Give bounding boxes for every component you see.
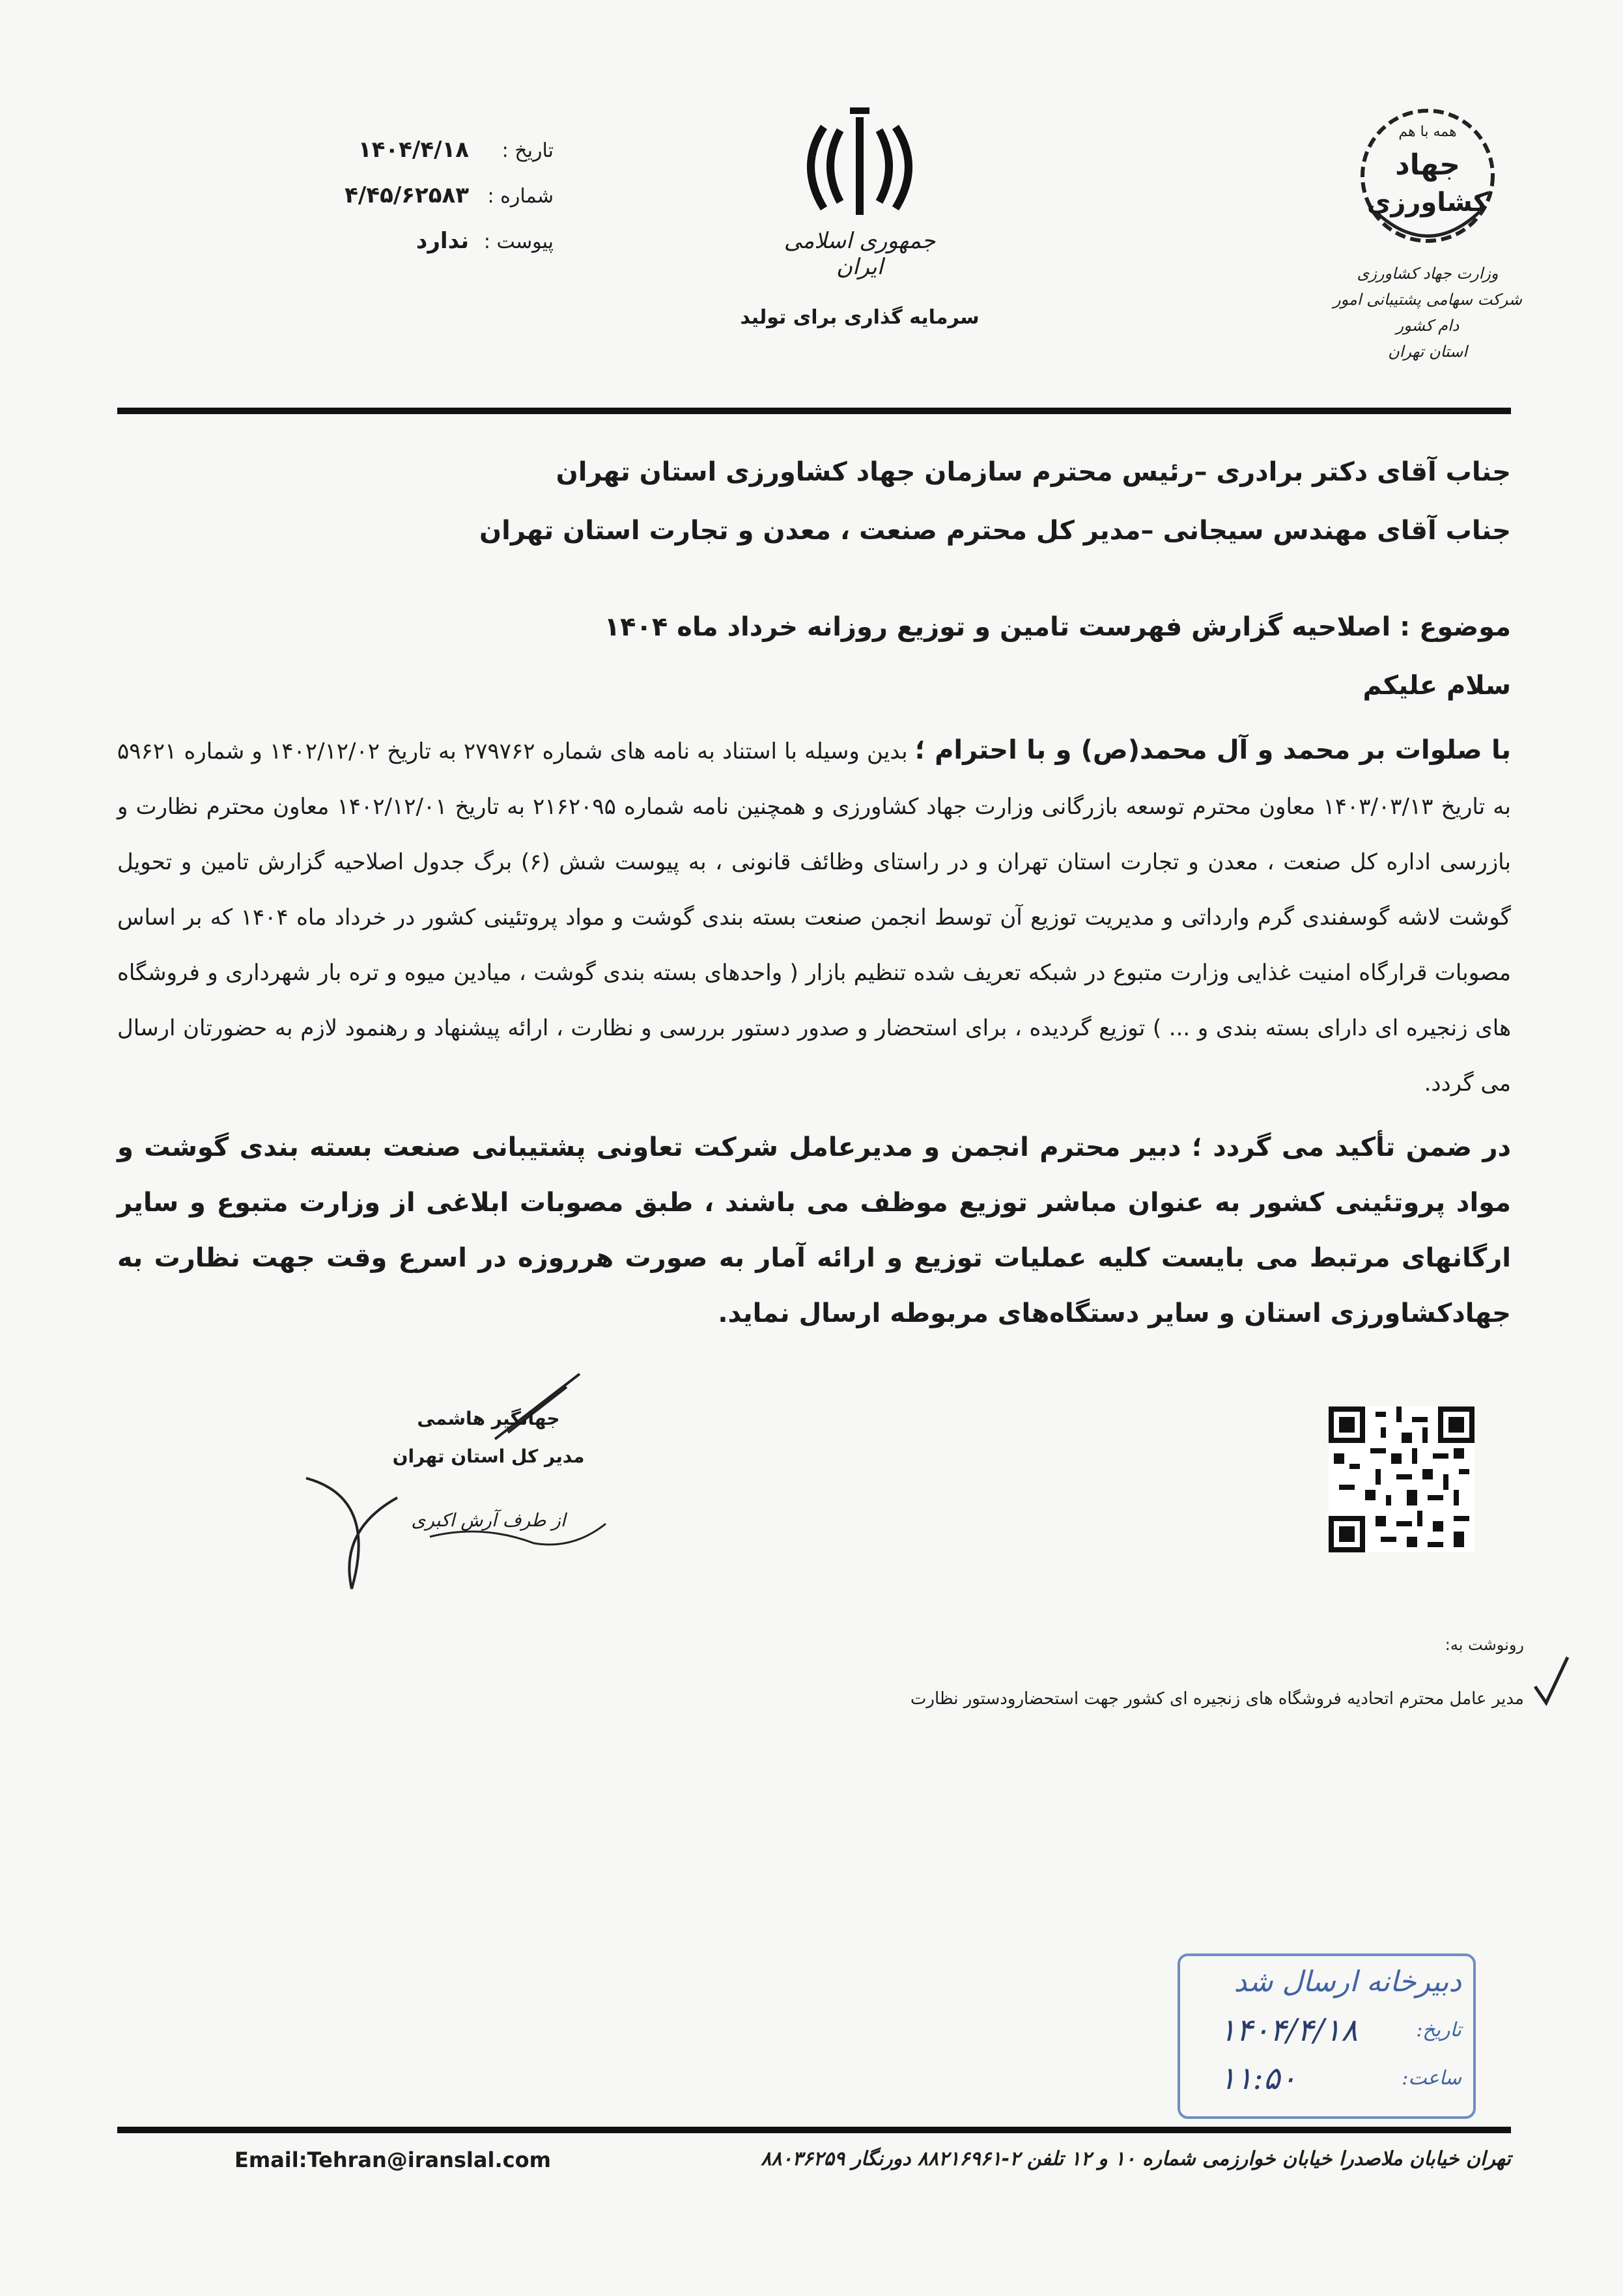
- number-value: ۴/۴۵/۶۲۵۸۳: [345, 182, 469, 208]
- body-text-1: بدین وسیله با استناد به نامه های شماره ۲۷۹۷۶۲ به تاریخ ۱۴۰۲/۱۲/۰۲ و شماره ۵۹۶۲۱ به تاریخ ۱۴۰۳/۰۳/۱۳ معاون محترم توسعه بازرگانی وزارت جهاد کشاورزی و همچنین نامه شماره ۲۱۶۲۰۹۵ به تاریخ ۱۴۰۲/۱۲/۰۱ معاون محترم نظارت و بازرسی اداره کل صنعت ، معدن و تجارت استان تهران و در راستای وظائف قانونی ، به پیوست شش (۶) برگ جدول اصلاحیه گزارش تامین و تحویل گوشت لاشه گوسفندی گرم وارداتی و مدیریت توزیع آن توسط انجمن صنعت بسته بندی گوشت و مواد پروتئینی کشور در خرداد ماه ۱۴۰۴ که بر اساس مصوبات قرارگاه امنیت غذایی وزارت متبوع در شبکه تعریف شده تنظیم بازار ( واحدهای بسته بندی گوشت ، میادین میوه و تره بار شهرداری و فروشگاه های زنجیره ای دارای بسته بندی و ... ) توزیع گردیده ، برای استحضار و صدور دستور بررسی و نظارت ، ارائه پیشنهاد و رهنمود لازم به حضورتان ارسال می گردد.: [117, 738, 1512, 1097]
- stamp-time-label: ساعت:: [1402, 2067, 1461, 2090]
- organization-lines: [1330, 260, 1525, 365]
- signatory-name: جهانگیر هاشمی: [417, 1408, 560, 1429]
- iran-emblem-icon: [775, 104, 944, 228]
- signatory-title: مدیر کل استان تهران: [392, 1446, 585, 1467]
- attachment-value: ندارد: [416, 228, 469, 254]
- body-paragraph-1: [117, 723, 1511, 1112]
- stamp-date-label: تاریخ:: [1416, 2019, 1461, 2041]
- logo-name-line2: کشاورزی: [1366, 188, 1489, 217]
- slogan: سرمایه گذاری برای تولید: [740, 306, 980, 329]
- footer-divider: [117, 2127, 1511, 2133]
- logo-name-line1: جهاد: [1395, 148, 1460, 182]
- date-label: تاریخ :: [501, 139, 554, 162]
- addressee-2: جناب آقای مهندس سیجانی –مدیر کل محترم صنعت ، معدن و تجارت استان تهران: [479, 516, 1511, 546]
- signature-handwritten: از طرف آرش اکبری: [411, 1509, 566, 1531]
- date-value: ۱۴۰۴/۴/۱۸: [358, 137, 469, 163]
- stamp-date-value: ۱۴۰۴/۴/۱۸: [1219, 2012, 1358, 2049]
- addressees: [117, 443, 1511, 560]
- cc-heading: رونوشت به:: [1445, 1636, 1524, 1654]
- greeting: سلام علیکم: [1362, 671, 1511, 701]
- signature-block: [300, 1367, 612, 1602]
- footer-address: تهران خیابان ملاصدرا خیابان خوارزمی شماره ۱۰ و ۱۲ تلفن ۲-۸۸۲۱۶۹۶۱ دورنگار ۸۸۰۳۶۲۵۹: [761, 2148, 1511, 2170]
- stamp-time-value: ۱۱:۵۰: [1219, 2060, 1297, 2097]
- secretariat-stamp: [1178, 1953, 1476, 2119]
- body-paragraph-2: در ضمن تأکید می گردد ؛ دبیر محترم انجمن و مدیرعامل شرکت تعاونی پشتیبانی صنعت بسته بندی گوشت و مواد پروتئینی کشور به عنوان مباشر توزیع موظف می باشند ، طبق مصوبات ابلاغی از وزارت متبوع و سایر ارگانهای مرتبط می بایست کلیه عملیات توزیع و ارائه آمار به صورت هرروزه در اسرع وقت جهت نظارت به جهادکشاورزی استان و سایر دستگاه‌های مربوطه ارسال نماید.: [117, 1132, 1511, 1328]
- iran-emblem: [775, 104, 944, 280]
- body-lead: با صلوات بر محمد و آل محمد(ص) و با احترام ؛: [914, 735, 1512, 765]
- checkmark-icon: [1532, 1654, 1571, 1706]
- addressee-1: جناب آقای دکتر برادری –رئیس محترم سازمان جهاد کشاورزی استان تهران: [556, 457, 1511, 487]
- jahad-keshavarzi-logo: [1330, 98, 1525, 371]
- meta-attachment-row: [280, 228, 554, 273]
- stamp-title: دبیرخانه ارسال شد: [1234, 1965, 1461, 1998]
- logo-tagline: همه با هم: [1398, 124, 1457, 140]
- header-divider: [117, 408, 1511, 414]
- qr-code-icon: [1329, 1407, 1475, 1552]
- number-label: شماره :: [487, 185, 554, 208]
- subject-line: موضوع : اصلاحیه گزارش فهرست تامین و توزیع روزانه خرداد ماه ۱۴۰۴: [604, 612, 1511, 642]
- org-line-ministry: وزارت جهاد کشاورزی: [1357, 264, 1499, 283]
- attachment-label: پیوست :: [483, 231, 554, 253]
- org-line-company: شرکت سهامی پشتیبانی امور دام کشور: [1333, 290, 1522, 335]
- footer-email: Email:Tehran@iranslal.com: [234, 2148, 551, 2172]
- signatory: [391, 1400, 586, 1539]
- emblem-caption: جمهوری اسلامی ایران: [783, 228, 936, 280]
- cc-recipient: مدیر عامل محترم اتحادیه فروشگاه های زنجیره ای کشور جهت استحضارودستور نظارت: [910, 1689, 1524, 1709]
- meta-date-row: [280, 137, 554, 182]
- meta-number-row: [280, 182, 554, 228]
- letter-meta: [280, 137, 554, 273]
- org-line-province: استان تهران: [1388, 343, 1467, 361]
